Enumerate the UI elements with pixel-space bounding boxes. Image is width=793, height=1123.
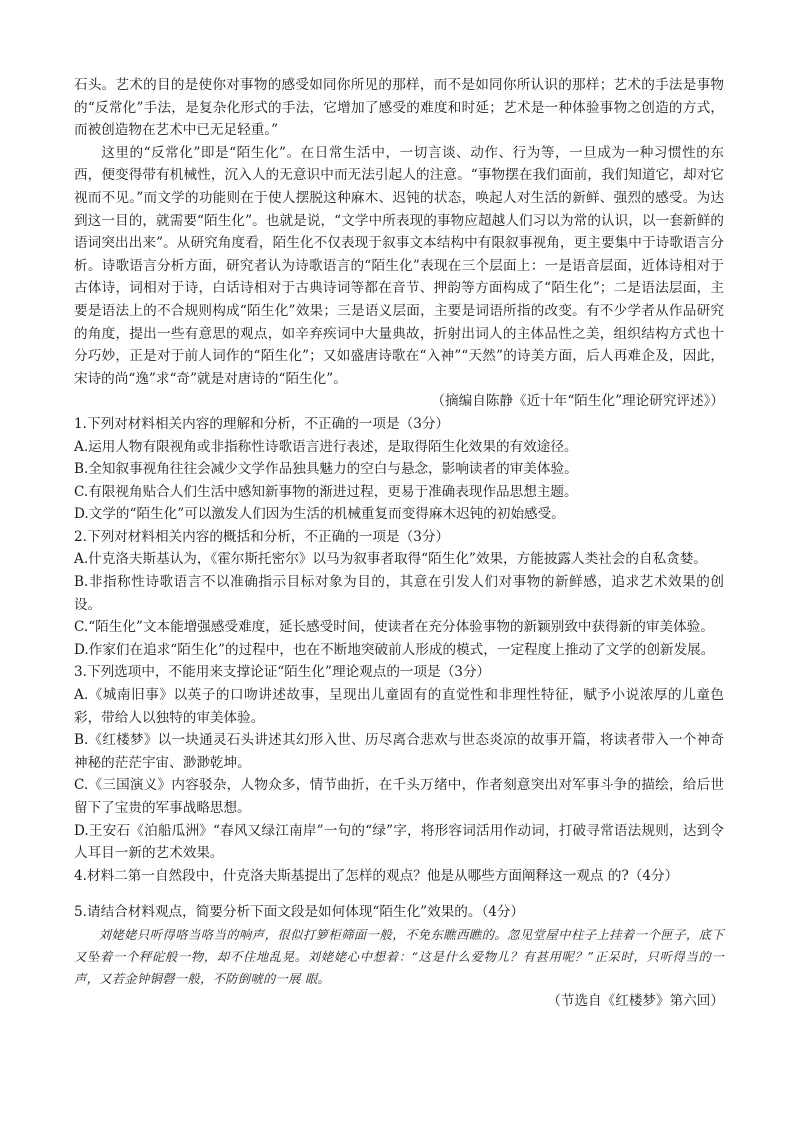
question-stem: 4.材料二第一自然段中，什克洛夫斯基提出了怎样的观点？他是从哪些方面阐释这一观点 的?（4分）: [74, 867, 679, 884]
material-source: （摘编自陈静《近十年“陌生化”理论研究评述》）: [431, 393, 724, 410]
excerpt-passage: 刘姥姥只听得咯当咯当的响声，很似打箩柜筛面一般，不免东瞧西瞧的。忽见堂屋中柱子上挂着一个匣子，底下又坠着一个秤砣般一物，却不住地乱晃。刘姥姥心中想着：“这是什么爱物儿？有甚用呢？”正呆时，只听得当的一声，又若金钟铜磬一般，不防倒唬的一展 眼。: [74, 927, 724, 986]
question-5: [74, 901, 724, 1012]
option-b: B.《红楼梦》以一块通灵石头讲述其幻形入世、历尽离合悲欢与世态炎凉的故事开篇，将读者带入一个神奇神秘的茫茫宇宙、渺渺乾坤。: [74, 732, 724, 771]
question-4: [74, 865, 724, 888]
question-stem: 2.下列对材料相关内容的概括和分析，不正确的一项是（3分）: [74, 528, 450, 545]
option-a: A.运用人物有限视角或非指称性诗歌语言进行表述，是取得陌生化效果的有效途径。: [74, 438, 578, 455]
option-b: B.非指称性诗歌语言不以准确指示目标对象为目的，其意在引发人们对事物的新鲜感，追求艺术效果的创设。: [74, 574, 724, 613]
material-paragraph-2: 这里的“反常化”即是“陌生化”。在日常生活中，一切言谈、动作、行为等，一旦成为一种习惯性的东西，便变得带有机械性，沉入人的无意识中而无法引起人的注意。“事物摆在我们面前，我们知道它，却对它视而不见。”而文学的功能则在于使人摆脱这种麻木、迟钝的状态，唤起人对生活的新鲜、强烈的感受。为达到这一目的，就需要“陌生化”。也就是说，“文学中所表现的事物应超越人们习以为常的认识，以一套新鲜的语词突出出来”。从研究角度看，陌生化不仅表现于叙事文本结构中有限叙事视角，更主要集中于诗歌语言分析。诗歌语言分析方面，研究者认为诗歌语言的“陌生化”表现在三个层面上：一是语音层面，近体诗相对于古体诗，词相对于诗，白话诗相对于古典诗词等都在音节、押韵等方面构成了“陌生化”；二是语法层面，主要是语法上的不合规则构成“陌生化”效果；三是语义层面，主要是词语所指的改变。有不少学者从作品研究的角度，提出一些有意思的观点，如辛弃疾词中大量典故，折射出词人的主体品性之美，组织结构方式也十分巧妙，正是对于前人词作的“陌生化”；又如盛唐诗歌在“入神”“天然”的诗美方面，后人再难企及，因此，宋诗的尚“逸”求“奇”就是对唐诗的“陌生化”。: [74, 144, 724, 387]
answer-space: [74, 887, 724, 901]
option-c: C.“陌生化”文本能增强感受难度，延长感受时间，使读者在充分体验事物的新颖别致中获得新的审美体验。: [74, 619, 714, 636]
question-2: [74, 526, 724, 662]
question-1: [74, 413, 724, 526]
option-b: B.全知叙事视角往往会减少文学作品独具魅力的空白与悬念，影响读者的审美体验。: [74, 461, 578, 478]
material-paragraph-1: 石头。艺术的目的是使你对事物的感受如同你所见的那样，而不是如同你所认识的那样；艺术的手法是事物的“反常化”手法，是复杂化形式的手法，它增加了感受的难度和时延；艺术是一种体验事物之创造的方式，而被创造物在艺术中已无足轻重。”: [74, 77, 724, 139]
option-a: A.什克洛夫斯基认为，《霍尔斯托密尔》以马为叙事者取得“陌生化”效果，方能披露人类社会的自私贪婪。: [74, 551, 707, 568]
excerpt-source: （节选自《红楼梦》第六回）: [547, 992, 724, 1009]
option-c: C.《三国演义》内容驳杂，人物众多，情节曲折，在千头万绪中，作者刻意突出对军事斗争的描绘，给后世留下了宝贵的军事战略思想。: [74, 777, 724, 816]
option-c: C.有限视角贴合人们生活中感知新事物的渐进过程，更易于准确表现作品思想主题。: [74, 483, 578, 500]
question-stem: 3.下列选项中，不能用来支撑论证“陌生化”理论观点的一项是（3分）: [74, 664, 491, 681]
question-3: [74, 661, 724, 864]
option-d: D.文学的“陌生化”可以激发人们因为生活的机械重复而变得麻木迟钝的初始感受。: [74, 506, 565, 523]
option-a: A.《城南旧事》以英子的口吻讲述故事，呈现出儿童固有的直觉性和非理性特征，赋予小说浓厚的儿童色彩，带给人以独特的审美体验。: [74, 687, 724, 726]
question-stem: 5.请结合材料观点，简要分析下面文段是如何体现“陌生化”效果的。（4分）: [74, 904, 525, 921]
option-d: D.王安石《泊船瓜洲》“春风又绿江南岸”一句的“绿”字，将形容词活用作动词，打破寻常语法规则，达到令人耳目一新的艺术效果。: [74, 822, 724, 862]
option-d: D.作家们在追求“陌生化”的过程中，也在不断地突破前人形成的模式，一定程度上推动了文学的创新发展。: [74, 641, 715, 658]
exam-page: [74, 74, 724, 1013]
question-stem: 1.下列对材料相关内容的理解和分析，不正确的一项是（3分）: [74, 415, 450, 432]
